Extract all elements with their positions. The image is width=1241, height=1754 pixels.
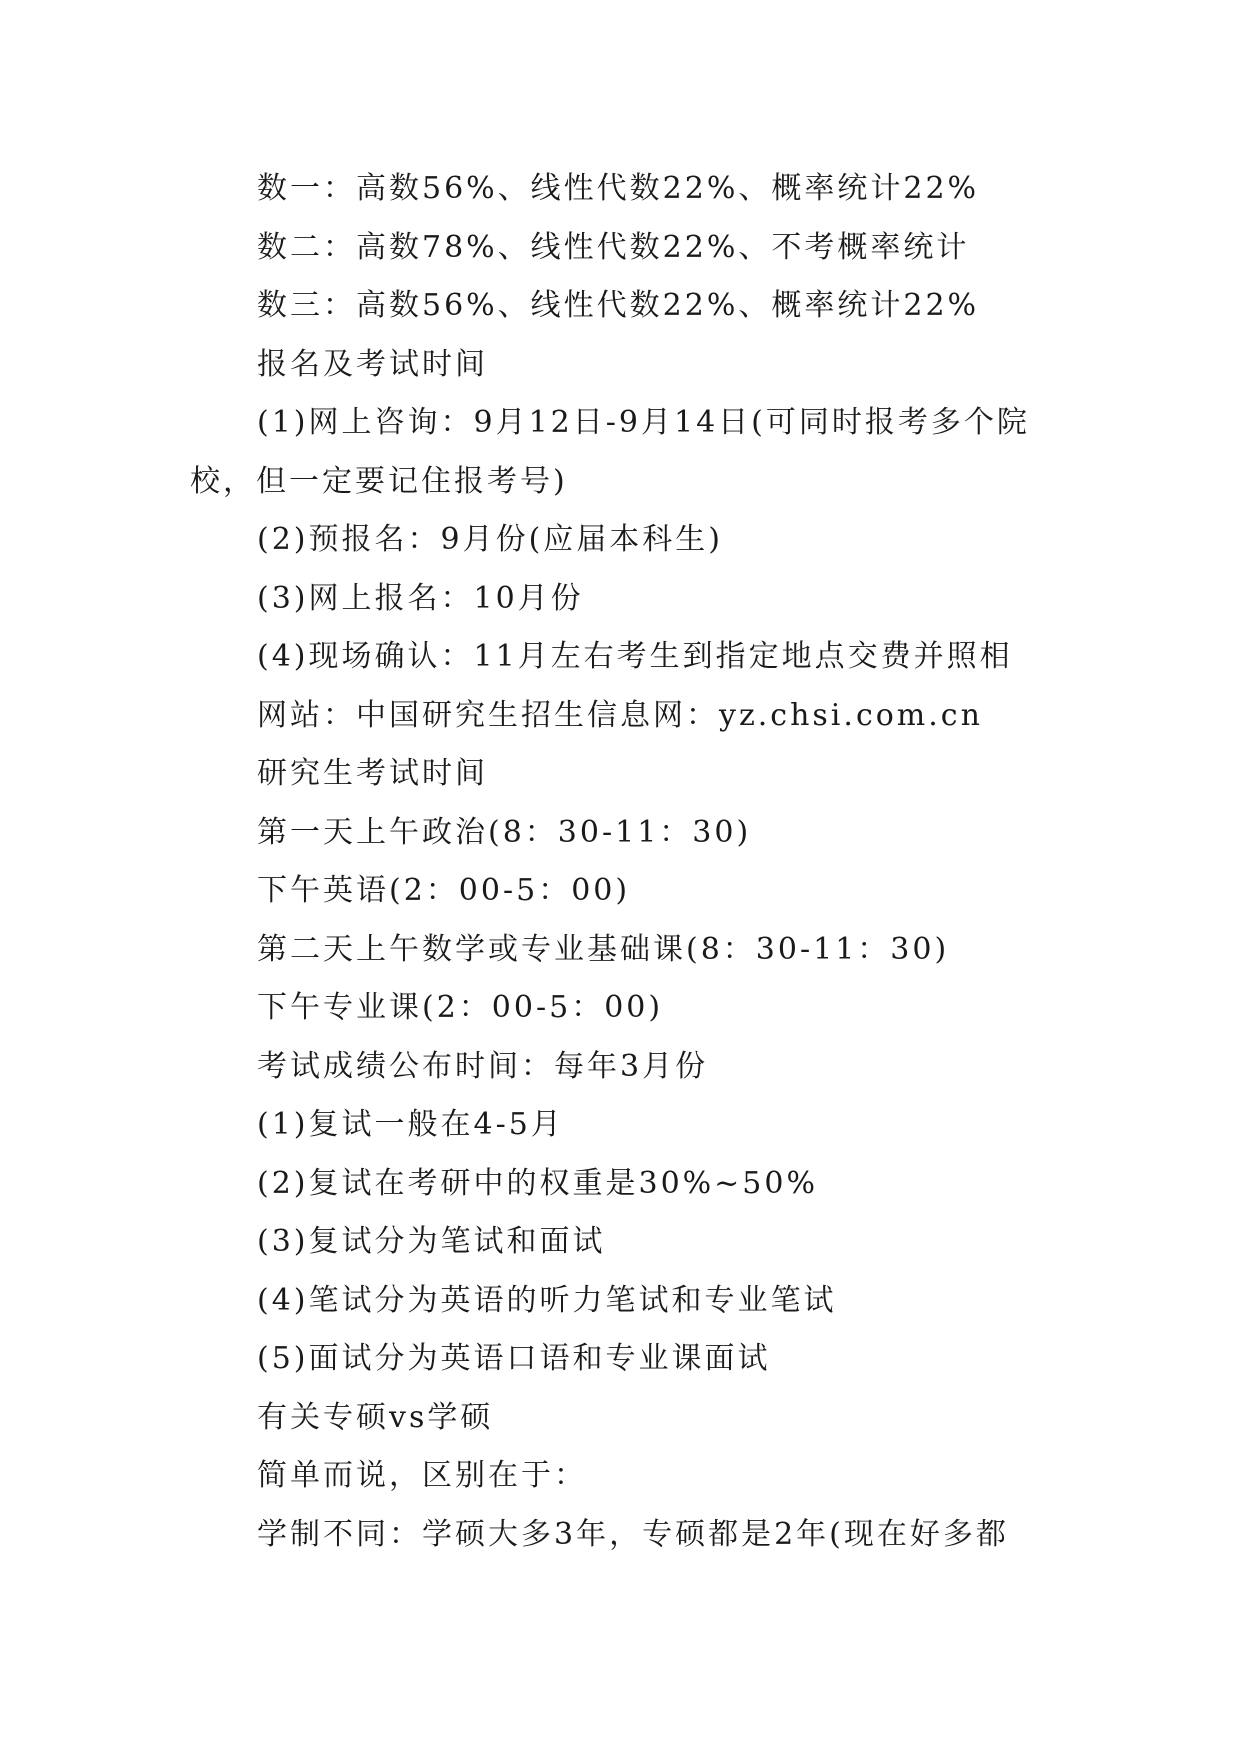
paragraph-retest-weight: (2)复试在考研中的权重是30%~50% — [257, 1165, 818, 1201]
paragraph-retest-time: (1)复试一般在4-5月 — [257, 1107, 564, 1142]
paragraph-online-inquiry: (1)网上咨询：9月12日-9月14日(可同时报考多个院校，但一定要记住报考号) — [190, 405, 1030, 499]
paragraph-day1-afternoon: 下午英语(2：00-5：00) — [257, 873, 631, 908]
paragraph-math-three: 数三：高数56%、线性代数22%、概率统计22% — [257, 288, 980, 323]
document-body — [190, 160, 1060, 1564]
paragraph-written-test: (4)笔试分为英语的听力笔试和专业笔试 — [257, 1282, 837, 1318]
paragraph-interview: (5)面试分为英语口语和专业课面试 — [257, 1341, 771, 1376]
heading-exam-time: 研究生考试时间 — [257, 756, 488, 791]
paragraph-math-two: 数二：高数78%、线性代数22%、不考概率统计 — [257, 229, 970, 265]
paragraph-website: 网站：中国研究生招生信息网：yz.chsi.com.cn — [257, 697, 983, 733]
paragraph-score-release: 考试成绩公布时间：每年3月份 — [257, 1048, 709, 1084]
paragraph-day1-morning: 第一天上午政治(8：30-11：30) — [257, 814, 752, 850]
paragraph-study-duration: 学制不同：学硕大多3年，专硕都是2年(现在好多都 — [257, 1516, 1009, 1552]
heading-registration-time: 报名及考试时间 — [257, 346, 488, 382]
paragraph-day2-afternoon: 下午专业课(2：00-5：00) — [257, 990, 664, 1025]
paragraph-online-registration: (3)网上报名：10月份 — [257, 580, 584, 616]
paragraph-math-one: 数一：高数56%、线性代数22%、概率统计22% — [257, 171, 980, 206]
paragraph-onsite-confirmation: (4)现场确认：11月左右考生到指定地点交费并照相 — [257, 639, 1013, 674]
paragraph-difference-intro: 简单而说，区别在于： — [257, 1458, 587, 1493]
heading-professional-vs-academic: 有关专硕vs学硕 — [257, 1399, 494, 1435]
paragraph-retest-parts: (3)复试分为笔试和面试 — [257, 1224, 606, 1259]
paragraph-pre-registration: (2)预报名：9月份(应届本科生) — [257, 522, 723, 557]
paragraph-day2-morning: 第二天上午数学或专业基础课(8：30-11：30) — [257, 931, 950, 967]
